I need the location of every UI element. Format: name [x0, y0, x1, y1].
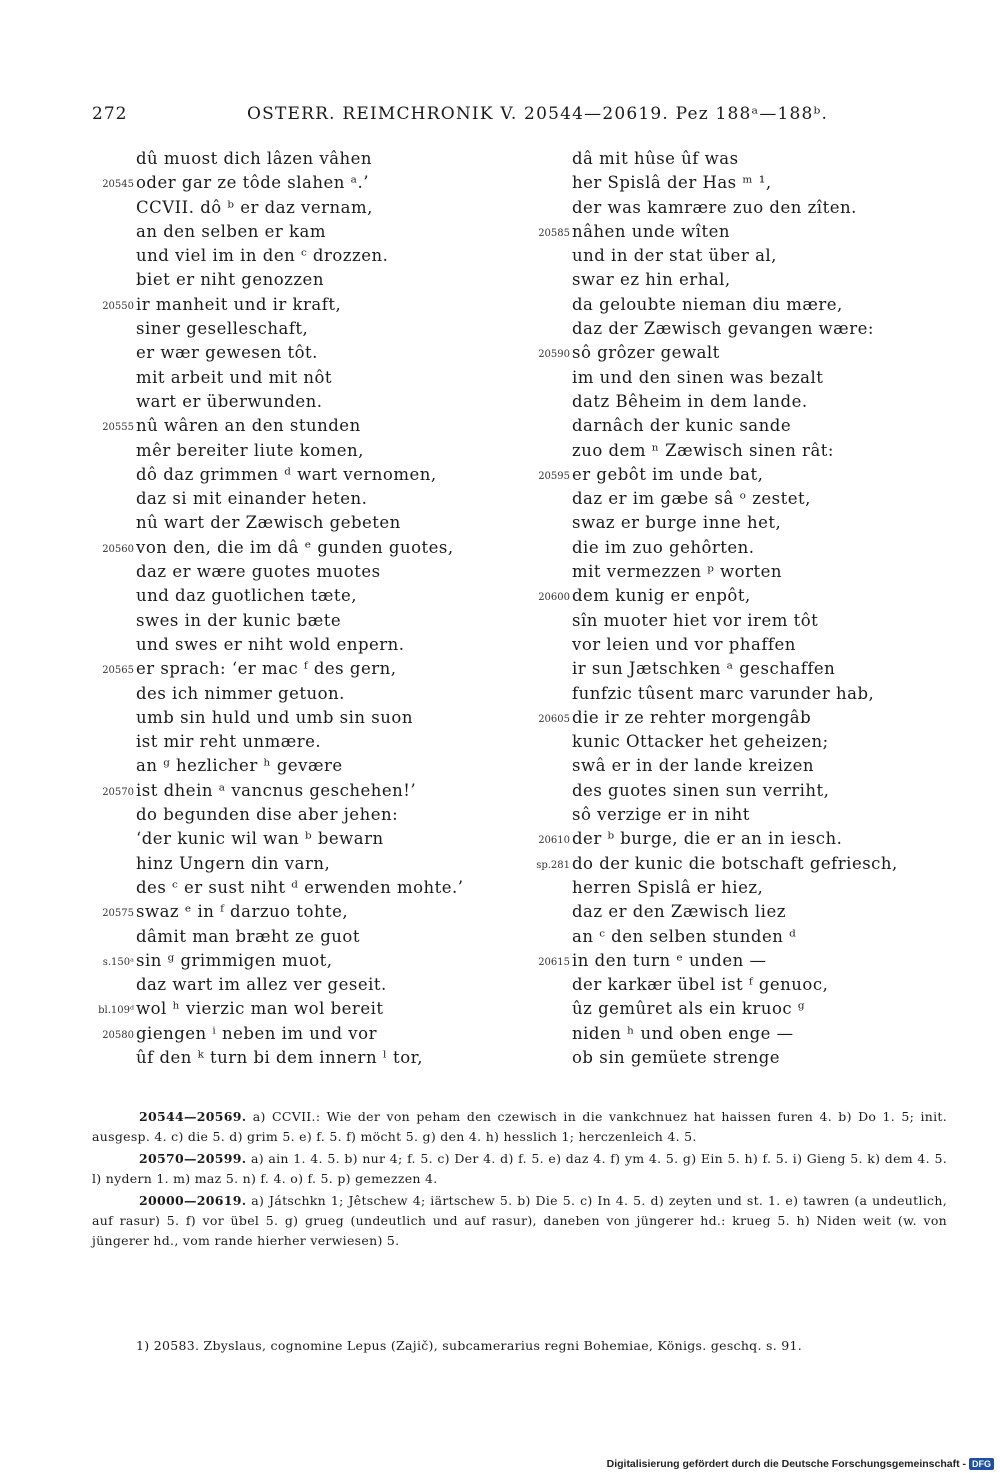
verse-text: an ᵍ hezlicher ʰ gevære [136, 756, 343, 776]
verse-text: die ir ze rehter morgengâb [572, 707, 812, 727]
line-number: 20600 [538, 592, 570, 604]
verse-line [538, 341, 932, 365]
verse-line [572, 973, 932, 997]
verse-line [136, 390, 496, 414]
verse-text: des ᶜ er sust niht ᵈ erwenden mohte.’ [136, 877, 464, 897]
verse-text: siner geselleschaft, [136, 319, 309, 339]
apparatus-range: 20570—20599. [139, 1151, 247, 1166]
apparatus-entry [92, 1191, 947, 1251]
verse-text: mit vermezzen ᵖ worten [572, 562, 783, 582]
line-number: 20615 [538, 956, 570, 968]
verse-line [572, 633, 932, 657]
verse-line [136, 511, 496, 535]
verse-line [572, 730, 932, 754]
verse-line [102, 414, 496, 438]
verse-line [572, 803, 932, 827]
verse-line [102, 779, 496, 803]
apparatus-entry [92, 1149, 947, 1189]
verse-text: daz er den Zæwisch liez [572, 902, 786, 922]
verse-text: dâ mit hûse ûf was [572, 149, 739, 168]
line-number: 20575 [102, 908, 134, 920]
verse-text: wart er überwunden. [136, 391, 323, 411]
verse-text: funfzic tûsent marc varunder hab, [572, 683, 875, 703]
verse-line [572, 268, 932, 292]
verse-text: biet er niht genozzen [136, 270, 324, 290]
verse-line [136, 609, 496, 633]
verse-line [136, 706, 496, 730]
verse-text: daz er im gæbe sâ ᵒ zestet, [572, 489, 811, 509]
verse-line [538, 463, 932, 487]
verse-line [102, 949, 496, 973]
verse-text: an ᶜ den selben stunden ᵈ [572, 926, 797, 946]
line-number: 20555 [102, 422, 134, 434]
line-number: 20560 [102, 543, 134, 555]
line-number: 20605 [538, 713, 570, 725]
page-header [92, 104, 910, 130]
verse-line [136, 754, 496, 778]
line-number: 20565 [102, 665, 134, 677]
verse-line [136, 973, 496, 997]
verse-line [538, 949, 932, 973]
verse-text: er gebôt im unde bat, [572, 464, 764, 484]
line-number: 20585 [538, 227, 570, 239]
verse-text: der was kamrære zuo den zîten. [572, 197, 857, 217]
verse-line [572, 390, 932, 414]
verse-text: ist dhein ᵃ vancnus geschehen!’ [136, 780, 417, 800]
verse-text: datz Bêheim in dem lande. [572, 391, 808, 411]
verse-line [572, 414, 932, 438]
verse-text: die im zuo gehôrten. [572, 537, 755, 557]
verse-line [136, 147, 496, 171]
verse-text: und daz guotlichen tæte, [136, 586, 357, 606]
verse-text: CCVII. dô ᵇ er daz vernam, [136, 197, 373, 217]
verse-text: an den selben er kam [136, 221, 326, 241]
verse-text: da geloubte nieman diu mære, [572, 294, 843, 314]
verse-line [136, 584, 496, 608]
verse-line [572, 536, 932, 560]
verse-line [136, 925, 496, 949]
verse-text: und viel im in den ᶜ drozzen. [136, 246, 389, 266]
verse-text: ist mir reht unmære. [136, 732, 322, 752]
verse-text: nû wâren an den stunden [136, 416, 361, 436]
verse-line [572, 925, 932, 949]
verse-line [98, 997, 496, 1021]
apparatus-text: a) CCVII.: Wie der von peham den czewisch in die vankchnuez hat haissen furen 4. b) Do 1. 5; init. ausgesp. 4. c) die 5. d) grim 5. e) f. 5. f) möcht 5. g) den 4. h) hesslich 1; herczenleich 4. 5. [92, 1109, 948, 1144]
line-number: 20550 [102, 300, 134, 312]
apparatus-text: a) Játschkn 1; Jêtschew 4; iärtschew 5. b) Die 5. c) In 4. 5. d) zeyten und st. 1. e) tawren (a undeutlich, auf rasur) 5. f) vor übel 5. g) grueg (undeutlich und auf rasur), daneben von jüngerer hd.: krueg 5. h) Niden weit (w. von jüngerer hd., vom rande hierher verwiesen) 5. [92, 1193, 947, 1248]
verse-line [572, 293, 932, 317]
dfg-credit [607, 1456, 994, 1471]
verse-line [572, 997, 932, 1021]
verse-text: und in der stat über al, [572, 246, 777, 266]
verse-text: sin ᵍ grimmigen muot, [136, 950, 333, 970]
verse-line [572, 171, 932, 195]
verse-text: daz er wære guotes muotes [136, 562, 381, 582]
verse-line [538, 827, 932, 851]
verse-text: swes in der kunic bæte [136, 610, 342, 630]
verse-text: her Spislâ der Has ᵐ ¹, [572, 173, 772, 193]
verse-line [572, 439, 932, 463]
verse-line [572, 317, 932, 341]
verse-text: wol ʰ vierzic man wol bereit [136, 999, 384, 1019]
verse-text: dâmit man bræht ze guot [136, 926, 360, 946]
dfg-logo-icon: DFG [969, 1458, 994, 1470]
verse-line [536, 852, 932, 876]
verse-text: ûz gemûret als ein kruoc ᵍ [572, 999, 805, 1019]
verse-text: mêr bereiter liute komen, [136, 440, 364, 460]
verse-text: swar ez hin erhal, [572, 270, 731, 290]
verse-line [572, 1046, 932, 1070]
verse-text: im und den sinen was bezalt [572, 367, 824, 387]
verse-line [572, 1022, 932, 1046]
line-number: 20610 [538, 835, 570, 847]
verse-line [136, 366, 496, 390]
verse-line [572, 900, 932, 924]
verse-line [572, 560, 932, 584]
verse-text: daz si mit einander heten. [136, 489, 368, 509]
verse-line [136, 463, 496, 487]
footnote: 1) 20583. Zbyslaus, cognomine Lepus (Zajič), subcamerarius regni Bohemiae, Königs. geschq. s. 91. [136, 1338, 803, 1353]
verse-text: mit arbeit und mit nôt [136, 367, 333, 387]
line-number: 20545 [102, 179, 134, 191]
left-verse-column [98, 147, 496, 1070]
verse-line [136, 827, 496, 851]
verse-text: swaz er burge inne het, [572, 513, 782, 533]
page-number: 272 [92, 104, 128, 124]
verse-text: sô grôzer gewalt [572, 343, 720, 363]
verse-line [136, 439, 496, 463]
verse-text: des guotes sinen sun verriht, [572, 780, 830, 800]
verse-line [572, 657, 932, 681]
verse-text: daz wart im allez ver geseit. [136, 975, 387, 995]
verse-text: ûf den ᵏ turn bi dem innern ˡ tor, [136, 1047, 423, 1067]
verse-line [102, 1022, 496, 1046]
verse-line [136, 803, 496, 827]
line-number: s.150ᵃ [102, 956, 134, 968]
verse-text: swâ er in der lande kreizen [572, 756, 815, 776]
verse-text: dû muost dich lâzen vâhen [136, 149, 373, 168]
verse-line [572, 876, 932, 900]
dfg-credit-text: Digitalisierung gefördert durch die Deutsche Forschungsgemeinschaft - [606, 1457, 966, 1470]
verse-text: sîn muoter hiet vor irem tôt [572, 610, 819, 630]
verse-line [136, 220, 496, 244]
verse-text: dô daz grimmen ᵈ wart vernomen, [136, 464, 437, 484]
verse-text: vor leien und vor phaffen [572, 634, 796, 654]
line-number: 20590 [538, 349, 570, 361]
verse-text: do der kunic die botschaft gefriesch, [572, 853, 898, 873]
running-title: OSTERR. REIMCHRONIK V. 20544—20619. Pez 188ᵃ—188ᵇ. [247, 104, 829, 124]
verse-line [136, 268, 496, 292]
verse-text: hinz Ungern din varn, [136, 853, 331, 873]
verse-line [136, 730, 496, 754]
line-number: sp.281 [536, 859, 570, 871]
verse-text: der ᵇ burge, die er an in iesch. [572, 829, 843, 849]
verse-text: ‘der kunic wil wan ᵇ bewarn [136, 829, 384, 849]
verse-line [136, 487, 496, 511]
verse-line [572, 511, 932, 535]
verse-text: und swes er niht wold enpern. [136, 634, 405, 654]
verse-line [572, 487, 932, 511]
verse-text: ob sin gemüete strenge [572, 1047, 781, 1067]
verse-line [136, 876, 496, 900]
verse-line [572, 779, 932, 803]
verse-line [572, 366, 932, 390]
verse-line [136, 852, 496, 876]
verse-text: nû wart der Zæwisch gebeten [136, 513, 401, 533]
verse-text: sô verzige er in niht [572, 805, 750, 825]
verse-text: ir sun Jætschken ᵃ geschaffen [572, 659, 836, 679]
verse-line [136, 341, 496, 365]
verse-text: dem kunig er enpôt, [572, 586, 751, 606]
line-number: 20570 [102, 786, 134, 798]
line-number: 20595 [538, 470, 570, 482]
verse-line [572, 754, 932, 778]
verse-text: in den turn ᵉ unden — [572, 950, 767, 970]
verse-line [136, 317, 496, 341]
verse-line [572, 609, 932, 633]
verse-text: herren Spislâ er hiez, [572, 877, 764, 897]
verse-text: daz der Zæwisch gevangen wære: [572, 319, 874, 339]
verse-text: ir manheit und ir kraft, [136, 294, 342, 314]
apparatus-entry [92, 1107, 947, 1147]
verse-line [102, 900, 496, 924]
verse-text: umb sin huld und umb sin suon [136, 707, 413, 727]
verse-line [102, 171, 496, 195]
verse-text: do begunden dise aber jehen: [136, 805, 399, 825]
verse-text: zuo dem ⁿ Zæwisch sinen rât: [572, 440, 834, 460]
verse-line [572, 147, 932, 171]
verse-line [538, 584, 932, 608]
verse-text: giengen ⁱ neben im und vor [136, 1023, 377, 1043]
verse-text: kunic Ottacker het geheizen; [572, 732, 829, 752]
verse-line [102, 657, 496, 681]
verse-line [102, 293, 496, 317]
critical-apparatus [92, 1107, 947, 1253]
apparatus-text: a) ain 1. 4. 5. b) nur 4; f. 5. c) Der 4. d) f. 5. e) daz 4. f) ym 4. 5. g) Ein 5. h) f. 5. i) Gieng 5. k) dem 4. 5. l) nydern 1. m) maz 5. n) f. 4. o) f. 5. p) gemezzen 4. [92, 1151, 947, 1186]
verse-text: er sprach: ‘er mac ᶠ des gern, [136, 659, 397, 679]
verse-line [136, 196, 496, 220]
verse-line [538, 706, 932, 730]
verse-text: er wær gewesen tôt. [136, 343, 318, 363]
verse-line [538, 220, 932, 244]
verse-line [102, 536, 496, 560]
verse-text: niden ʰ und oben enge — [572, 1023, 794, 1043]
verse-text: des ich nimmer getuon. [136, 683, 345, 703]
verse-text: swaz ᵉ in ᶠ darzuo tohte, [136, 902, 349, 922]
line-number: bl.109ᵈ [98, 1005, 134, 1017]
verse-line [572, 682, 932, 706]
apparatus-range: 20544—20569. [139, 1109, 247, 1124]
verse-line [136, 1046, 496, 1070]
verse-line [572, 196, 932, 220]
verse-text: darnâch der kunic sande [572, 416, 792, 436]
verse-line [136, 560, 496, 584]
verse-line [136, 633, 496, 657]
verse-text: oder gar ze tôde slahen ᵃ.’ [136, 173, 369, 193]
apparatus-range: 20000—20619. [139, 1193, 247, 1208]
verse-line [572, 244, 932, 268]
verse-text: nâhen unde wîten [572, 221, 730, 241]
verse-text: von den, die im dâ ᵉ gunden guotes, [136, 537, 454, 557]
line-number: 20580 [102, 1029, 134, 1041]
verse-line [136, 244, 496, 268]
verse-line [136, 682, 496, 706]
verse-text: der karkær übel ist ᶠ genuoc, [572, 975, 829, 995]
right-verse-column [536, 147, 932, 1070]
